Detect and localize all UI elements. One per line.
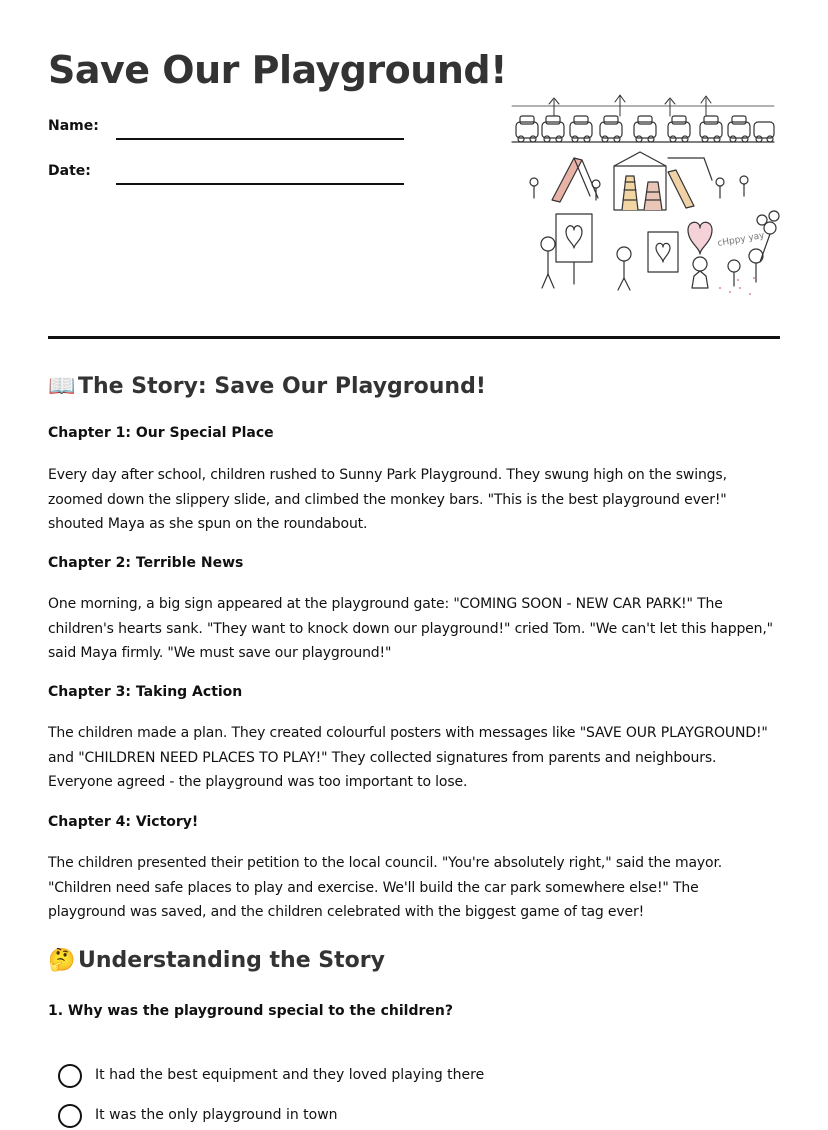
date-label: Date: [48,163,91,179]
name-field-row [48,116,408,146]
chapter-4-text: The children presented their petition to the local council. "You're absolutely right," said the mayor. "Children need safe places to play and exercise. We'll build the car park somewhere else!" The playground was saved, and the children celebrated with the biggest game of tag ever! [48,855,723,920]
book-icon: 📖 [48,374,76,399]
story-section-title [48,374,486,399]
slide-icon [552,158,598,202]
car-icon [516,116,538,142]
option-label: It was the only playground in town [95,1107,338,1123]
chapter-1-text: Every day after school, children rushed to Sunny Park Playground. They swung high on the swings, zoomed down the slippery slide, and climbed the monkey bars. "This is the best playground ever!" shouted Maya as she spun on the roundabout. [48,467,727,532]
chapter-2-text: One morning, a big sign appeared at the playground gate: "COMING SOON - NEW CAR PARK!" The children's hearts sank. "They want to knock down our playground!" cried Tom. "We can't let this happen," said Maya firmly. "We must save our playground!" [48,596,773,661]
climbing-frame-icon [614,152,666,210]
question-1-option-1[interactable] [58,1064,758,1090]
question-1-option-2[interactable] [58,1104,758,1130]
chapter-1-title: Chapter 1: Our Special Place [48,425,274,441]
playground-protest-illustration [508,92,780,300]
chapter-4-title: Chapter 4: Victory! [48,814,199,830]
name-write-line[interactable] [116,138,404,140]
name-label: Name: [48,118,99,134]
understanding-heading: Understanding the Story [78,948,385,973]
understanding-section-title [48,948,385,973]
date-field-row [48,161,408,191]
radio-circle-icon[interactable] [58,1104,82,1128]
header-divider [48,336,780,339]
sign-handwriting: cHppy yay [716,230,766,249]
chapter-3-text: The children made a plan. They created colourful posters with messages like "SAVE OUR PLAYGROUND!" and "CHILDREN NEED PLACES TO PLAY!" They collected signatures from parents and neighbours. Everyone agreed - the playground was too important to lose. [48,725,768,790]
worksheet-title: Save Our Playground! [48,48,507,92]
poster-icon [556,214,592,284]
option-label: It had the best equipment and they loved playing there [95,1067,485,1083]
radio-circle-icon[interactable] [58,1064,82,1088]
chapter-3-title: Chapter 3: Taking Action [48,684,243,700]
date-write-line[interactable] [116,183,404,185]
thinking-face-icon: 🤔 [48,948,76,973]
chapter-2-title: Chapter 2: Terrible News [48,555,244,571]
story-heading: The Story: Save Our Playground! [78,374,486,399]
question-1: 1. Why was the playground special to the children? [48,1003,453,1019]
